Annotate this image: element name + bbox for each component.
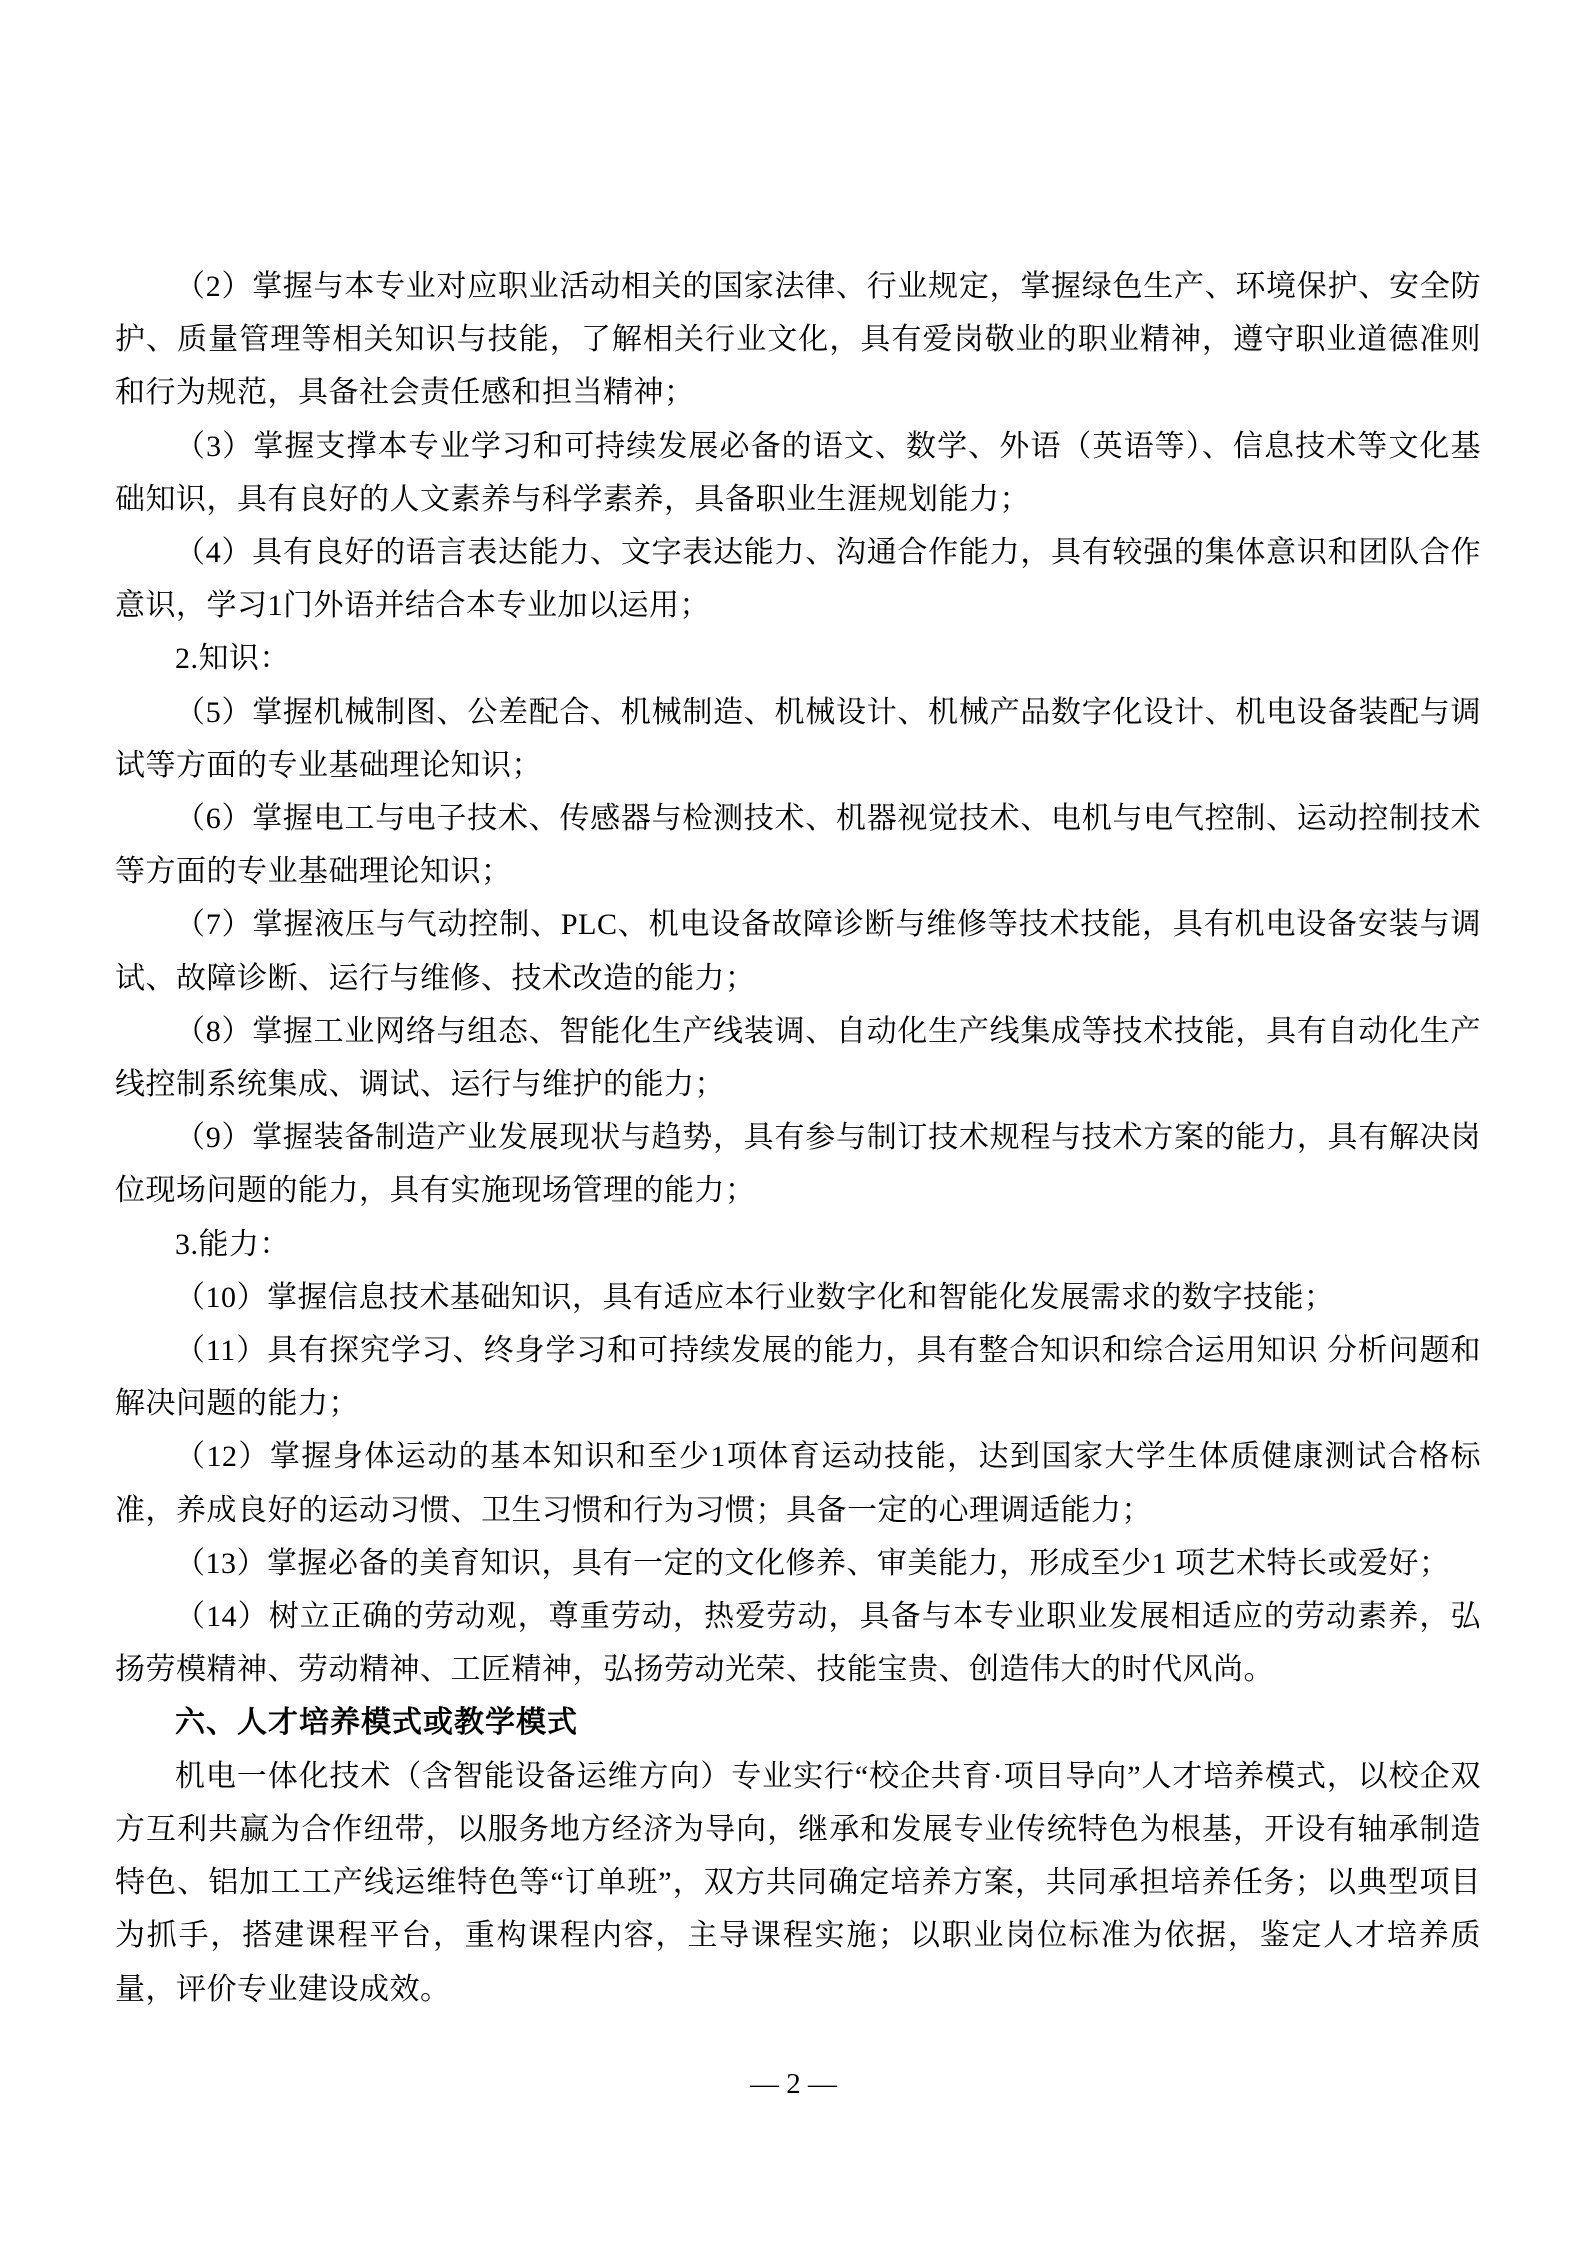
paragraph-item-12: （12）掌握身体运动的基本知识和至少1项体育运动技能，达到国家大学生体质健康测试合格标准，养成良好的运动习惯、卫生习惯和行为习惯；具备一定的心理调适能力； — [115, 1440, 1481, 1527]
paragraph-item-13: （13）掌握必备的美育知识，具有一定的文化修养、审美能力，形成至少1 项艺术特长或爱好； — [175, 1546, 1450, 1580]
paragraph-item-7: （7）掌握液压与气动控制、PLC、机电设备故障诊断与维修等技术技能，具有机电设备安装与调试、故障诊断、运行与维修、技术改造的能力； — [115, 908, 1481, 995]
paragraph-item-11: （11）具有探究学习、终身学习和可持续发展的能力，具有整合知识和综合运用知识 分析问题和解决问题的能力； — [115, 1334, 1481, 1421]
paragraph-item-5: （5）掌握机械制图、公差配合、机械制造、机械设计、机械产品数字化设计、机电设备装配与调试等方面的专业基础理论知识； — [115, 695, 1481, 782]
document-body — [115, 260, 1481, 2016]
ability-section-label: 3.能力： — [175, 1227, 290, 1261]
paragraph-item-3: （3）掌握支撑本专业学习和可持续发展必备的语文、数学、外语（英语等）、信息技术等文化基础知识，具有良好的人文素养与科学素养，具备职业生涯规划能力； — [115, 429, 1481, 516]
paragraph-item-10: （10）掌握信息技术基础知识，具有适应本行业数字化和智能化发展需求的数字技能； — [175, 1280, 1335, 1314]
paragraph-item-9: （9）掌握装备制造产业发展现状与趋势，具有参与制订技术规程与技术方案的能力，具有解决岗位现场问题的能力，具有实施现场管理的能力； — [115, 1121, 1481, 1208]
paragraph-item-8: （8）掌握工业网络与组态、智能化生产线装调、自动化生产线集成等技术技能，具有自动化生产线控制系统集成、调试、运行与维护的能力； — [115, 1014, 1481, 1102]
knowledge-section-label: 2.知识： — [175, 642, 290, 676]
section-heading: 六、人才培养模式或教学模式 — [175, 1706, 578, 1740]
paragraph-item-14: （14）树立正确的劳动观，尊重劳动，热爱劳动，具备与本专业职业发展相适应的劳动素养，弘扬劳模精神、劳动精神、工匠精神，弘扬劳动光荣、技能宝贵、创造伟大的时代风尚。 — [115, 1600, 1481, 1687]
paragraph-item-6: （6）掌握电工与电子技术、传感器与检测技术、机器视觉技术、电机与电气控制、运动控制技术等方面的专业基础理论知识； — [115, 802, 1481, 889]
paragraph-item-2: （2）掌握与本专业对应职业活动相关的国家法律、行业规定，掌握绿色生产、环境保护、安全防护、质量管理等相关知识与技能，了解相关行业文化，具有爱岗敬业的职业精神，遵守职业道德准则和行为规范，具备社会责任感和担当精神； — [115, 270, 1481, 410]
paragraph-training-mode: 机电一体化技术（含智能设备运维方向）专业实行“校企共育·项目导向”人才培养模式，以校企双方互利共赢为合作纽带，以服务地方经济为导向，继承和发展专业传统特色为根基，开设有轴承制造特色、铝加工工产线运维特色等“订单班”，双方共同确定培养方案，共同承担培养任务；以典型项目为抓手，搭建课程平台，重构课程内容，主导课程实施；以职业岗位标准为依据，鉴定人才培养质量，评价专业建设成效。 — [115, 1759, 1481, 2006]
page-number: — 2 — — [750, 2068, 837, 2100]
paragraph-item-4: （4）具有良好的语言表达能力、文字表达能力、沟通合作能力，具有较强的集体意识和团队合作意识，学习1门外语并结合本专业加以运用； — [115, 536, 1481, 623]
